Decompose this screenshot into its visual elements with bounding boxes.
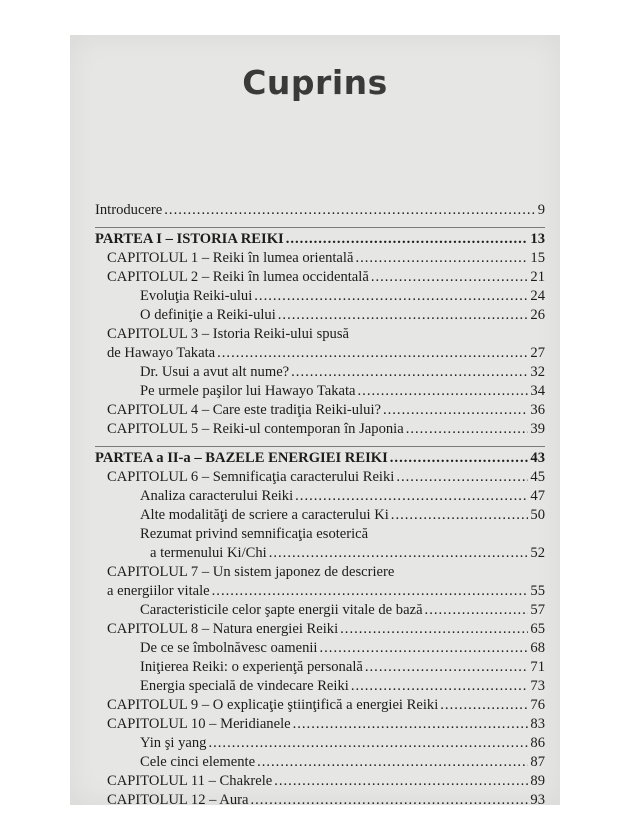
toc-entry [107, 420, 545, 438]
toc-entry [140, 639, 545, 657]
toc-part-heading [95, 449, 545, 467]
toc-entry-title: O definiţie a Reiki-ului [140, 307, 276, 323]
toc-entry [107, 772, 545, 790]
toc-entry-title: Energia specială de vindecare Reiki [140, 678, 349, 694]
toc-entry-page: 9 [537, 202, 545, 218]
toc-entry [140, 382, 545, 400]
book-page [70, 35, 560, 808]
toc-entry [107, 715, 545, 733]
toc-entry [95, 201, 545, 219]
toc-entry-title: CAPITOLUL 1 – Reiki în lumea orientală [107, 250, 354, 266]
toc-entry-page: 76 [530, 697, 545, 713]
leader-dots [440, 696, 528, 714]
toc-entry [107, 582, 545, 600]
toc-entry [107, 620, 545, 638]
toc-entry [107, 249, 545, 267]
toc-entry-title: Alte modalităţi de scriere a caracterului Ki [140, 507, 389, 523]
leader-dots [406, 420, 529, 438]
toc-entry-title: PARTEA a II-a – BAZELE ENERGIEI REIKI [95, 450, 388, 466]
toc-entry-title: De ce se îmbolnăvesc oamenii [140, 640, 318, 656]
toc-entry [140, 658, 545, 676]
toc-entry [140, 734, 545, 752]
leader-dots [217, 344, 528, 362]
leader-dots [365, 658, 529, 676]
toc-entry-title: Rezumat privind semnificaţia esoterică [140, 526, 369, 542]
section-divider [95, 446, 545, 447]
toc-entry-page: 45 [530, 469, 545, 485]
toc-entry-page: 93 [530, 792, 545, 808]
toc-entry [107, 696, 545, 714]
leader-dots [212, 582, 529, 600]
leader-dots [208, 734, 528, 752]
toc-entry [140, 363, 545, 381]
toc-entry-title: CAPITOLUL 7 – Un sistem japonez de descriere [107, 564, 395, 580]
toc-entry-page: 26 [530, 307, 545, 323]
toc-entry-page: 86 [530, 735, 545, 751]
toc-entry-title: CAPITOLUL 3 – Istoria Reiki-ului spusă [107, 326, 349, 342]
toc-entry [140, 306, 545, 324]
leader-dots [164, 201, 535, 219]
toc-entry-title: a energiilor vitale [107, 583, 210, 599]
toc-entry-title: CAPITOLUL 9 – O explicaţie ştiinţifică a energiei Reiki [107, 697, 439, 713]
toc-entry-page: 24 [530, 288, 545, 304]
toc-entry-title: CAPITOLUL 8 – Natura energiei Reiki [107, 621, 339, 637]
toc-entry [140, 506, 545, 524]
toc-entry-page: 32 [530, 364, 545, 380]
toc-entry-page: 27 [530, 345, 545, 361]
leader-dots [293, 715, 529, 733]
toc-entry-title: Caracteristicile celor şapte energii vitale de bază [140, 602, 423, 618]
toc-entry-title: de Hawayo Takata [107, 345, 216, 361]
leader-dots [320, 639, 529, 657]
toc-entry-title: CAPITOLUL 6 – Semnificaţia caracterului Reiki [107, 469, 395, 485]
toc-entry-page: 57 [530, 602, 545, 618]
leader-dots [295, 487, 528, 505]
toc-entry-title: CAPITOLUL 5 – Reiki-ul contemporan în Japonia [107, 421, 404, 437]
toc-entry-title: Cele cinci elemente [140, 754, 256, 770]
toc-entry-title: Dr. Usui a avut alt nume? [140, 364, 290, 380]
toc-entry [140, 753, 545, 771]
toc-entry-page: 68 [530, 640, 545, 656]
leader-dots [269, 544, 529, 562]
leader-dots [351, 677, 529, 695]
leader-dots [250, 791, 528, 809]
toc-entry-page: 13 [530, 231, 545, 247]
toc-entry-title: PARTEA I – ISTORIA REIKI [95, 231, 284, 247]
toc-entry-page: 73 [530, 678, 545, 694]
leader-dots [286, 230, 529, 248]
leader-dots [391, 506, 529, 524]
toc-entry-page: 52 [530, 545, 545, 561]
toc-entry [107, 468, 545, 486]
toc-entry [107, 268, 545, 286]
toc-entry-page: 43 [530, 450, 545, 466]
toc-entry-page: 89 [530, 773, 545, 789]
leader-dots [358, 382, 529, 400]
toc-entry [107, 344, 545, 362]
leader-dots [340, 620, 528, 638]
leader-dots [371, 268, 529, 286]
toc-entry-page: 87 [530, 754, 545, 770]
toc-entry-page: 39 [530, 421, 545, 437]
toc-entry-title: a termenului Ki/Chi [150, 545, 267, 561]
toc-entry-page: 83 [530, 716, 545, 732]
toc-entry-page: 65 [530, 621, 545, 637]
toc-entry-title: CAPITOLUL 2 – Reiki în lumea occidentală [107, 269, 369, 285]
toc-entry-title: CAPITOLUL 4 – Care este tradiţia Reiki-ului? [107, 402, 381, 418]
toc-entry [140, 544, 545, 562]
leader-dots [383, 401, 528, 419]
toc-entry-title: Yin şi yang [140, 735, 207, 751]
toc-entry-page: 71 [530, 659, 545, 675]
toc-entry-title: Pe urmele paşilor lui Hawayo Takata [140, 383, 356, 399]
toc-entry-page: 36 [530, 402, 545, 418]
leader-dots [254, 287, 528, 305]
toc-entry-page: 15 [530, 250, 545, 266]
toc-entry [140, 487, 545, 505]
leader-dots [390, 449, 529, 467]
leader-dots [274, 772, 528, 790]
toc-entry-title: Introducere [95, 202, 163, 218]
toc-entry-title: CAPITOLUL 11 – Chakrele [107, 773, 273, 789]
toc-entry [107, 401, 545, 419]
toc-entry-page: 50 [530, 507, 545, 523]
toc-entry-title: Evoluţia Reiki-ului [140, 288, 253, 304]
leader-dots [355, 249, 528, 267]
toc-entry-page: 55 [530, 583, 545, 599]
toc-entry-title: Iniţierea Reiki: o experienţă personală [140, 659, 363, 675]
toc-entry [140, 601, 545, 619]
leader-dots [425, 601, 529, 619]
section-divider [95, 227, 545, 228]
toc-part-heading [95, 230, 545, 248]
toc-entry-page: 34 [530, 383, 545, 399]
toc-entry [107, 791, 545, 809]
toc-entry-title: CAPITOLUL 12 – Aura [107, 792, 249, 808]
toc-entry-page: 47 [530, 488, 545, 504]
leader-dots [396, 468, 528, 486]
leader-dots [278, 306, 529, 324]
leader-dots [257, 753, 528, 771]
toc-entry-title: CAPITOLUL 10 – Meridianele [107, 716, 291, 732]
page-title: Cuprins [242, 63, 388, 102]
toc-entry [140, 287, 545, 305]
toc-entry [140, 677, 545, 695]
leader-dots [291, 363, 528, 381]
toc-entry-title: Analiza caracterului Reiki [140, 488, 294, 504]
toc-entry-page: 21 [530, 269, 545, 285]
